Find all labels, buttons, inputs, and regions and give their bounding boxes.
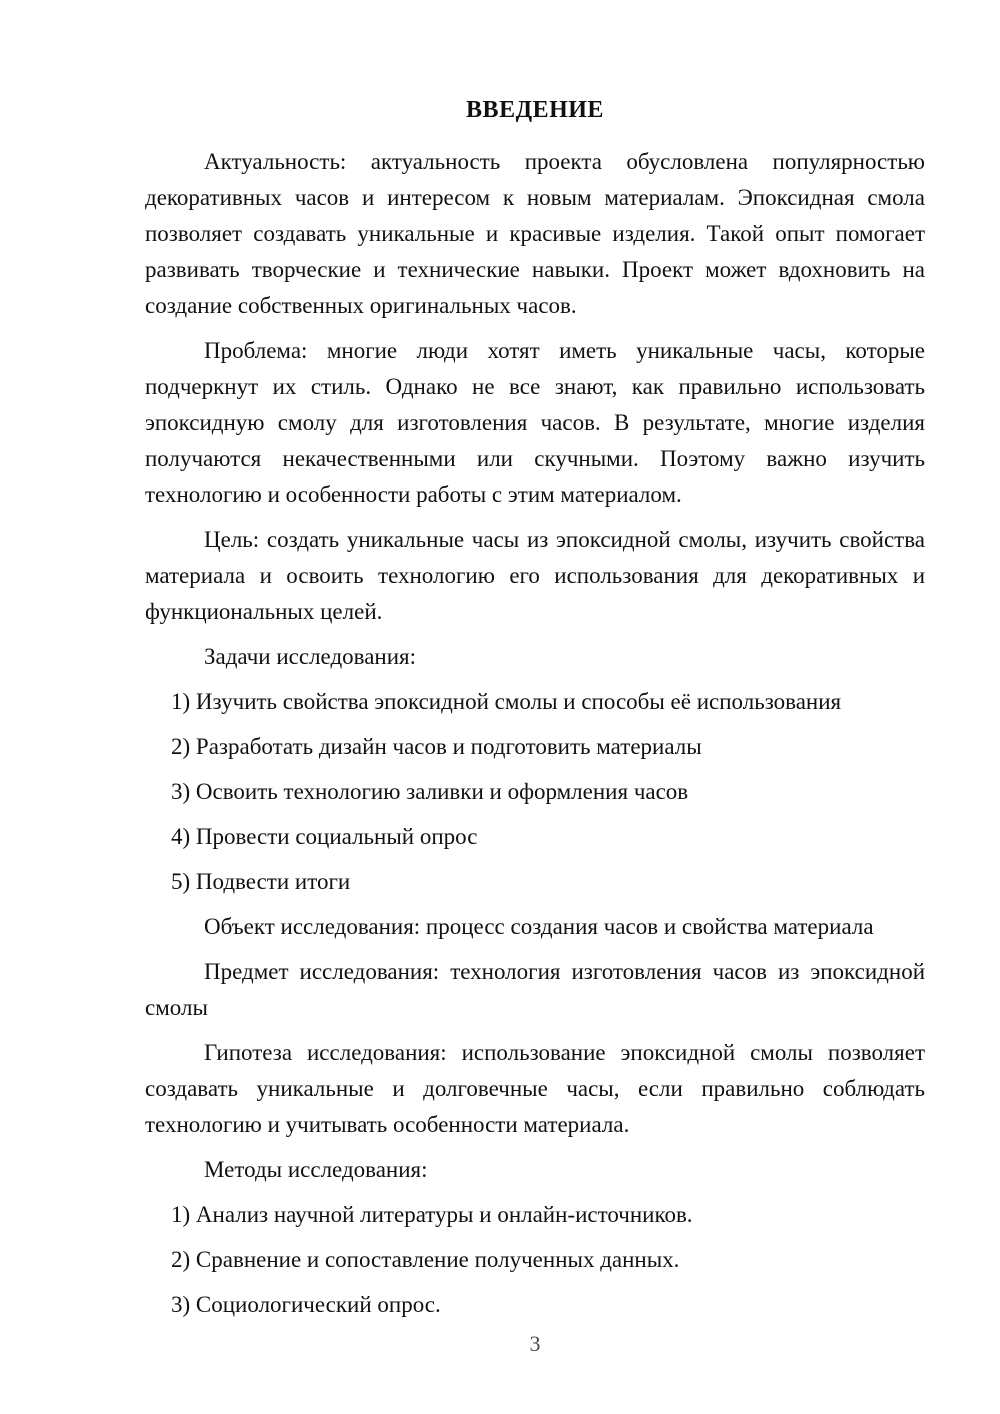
tasks-list (145, 684, 925, 900)
list-item: 2) Разработать дизайн часов и подготовить материалы (171, 734, 702, 759)
list-item: 3) Социологический опрос. (171, 1292, 441, 1317)
methods-heading: Методы исследования: (204, 1157, 428, 1182)
list-item: 1) Изучить свойства эпоксидной смолы и способы её использования (171, 689, 842, 714)
paragraph-predmet: Предмет исследования: технология изготовления часов из эпоксидной смолы (145, 959, 925, 1020)
list-item: 5) Подвести итоги (171, 869, 351, 894)
page-number: 3 (529, 1331, 541, 1356)
list-item: 1) Анализ научной литературы и онлайн-источников. (171, 1202, 693, 1227)
paragraph-gipoteza: Гипотеза исследования: использование эпоксидной смолы позволяет создавать уникальные и долговечные часы, если правильно соблюдать технологию и учитывать особенности материала. (145, 1040, 925, 1137)
tasks-heading: Задачи исследования: (204, 644, 417, 669)
page-title: ВВЕДЕНИЕ (466, 97, 604, 123)
list-item: 3) Освоить технологию заливки и оформления часов (171, 779, 689, 804)
paragraph-tsel: Цель: создать уникальные часы из эпоксидной смолы, изучить свойства материала и освоить технологию его использования для декоративных и функциональных целей. (145, 527, 925, 624)
list-item: 2) Сравнение и сопоставление полученных данных. (171, 1247, 680, 1272)
paragraph-aktualnost: Актуальность: актуальность проекта обусловлена популярностью декоративных часов и интересом к новым материалам. Эпоксидная смола позволяет создавать уникальные и красивые изделия. Такой опыт помогает развивать творческие и технические навыки. Проект может вдохновить на создание собственных оригинальных часов. (145, 149, 925, 318)
list-item: 4) Провести социальный опрос (171, 824, 478, 849)
methods-list (145, 1197, 925, 1323)
paragraph-obekt: Объект исследования: процесс создания часов и свойства материала (204, 914, 874, 939)
paragraph-problema: Проблема: многие люди хотят иметь уникальные часы, которые подчеркнут их стиль. Однако не все знают, как правильно использовать эпоксидную смолу для изготовления часов. В результате, многие изделия получаются некачественными или скучными. Поэтому важно изучить технологию и особенности работы с этим материалом. (145, 338, 925, 507)
